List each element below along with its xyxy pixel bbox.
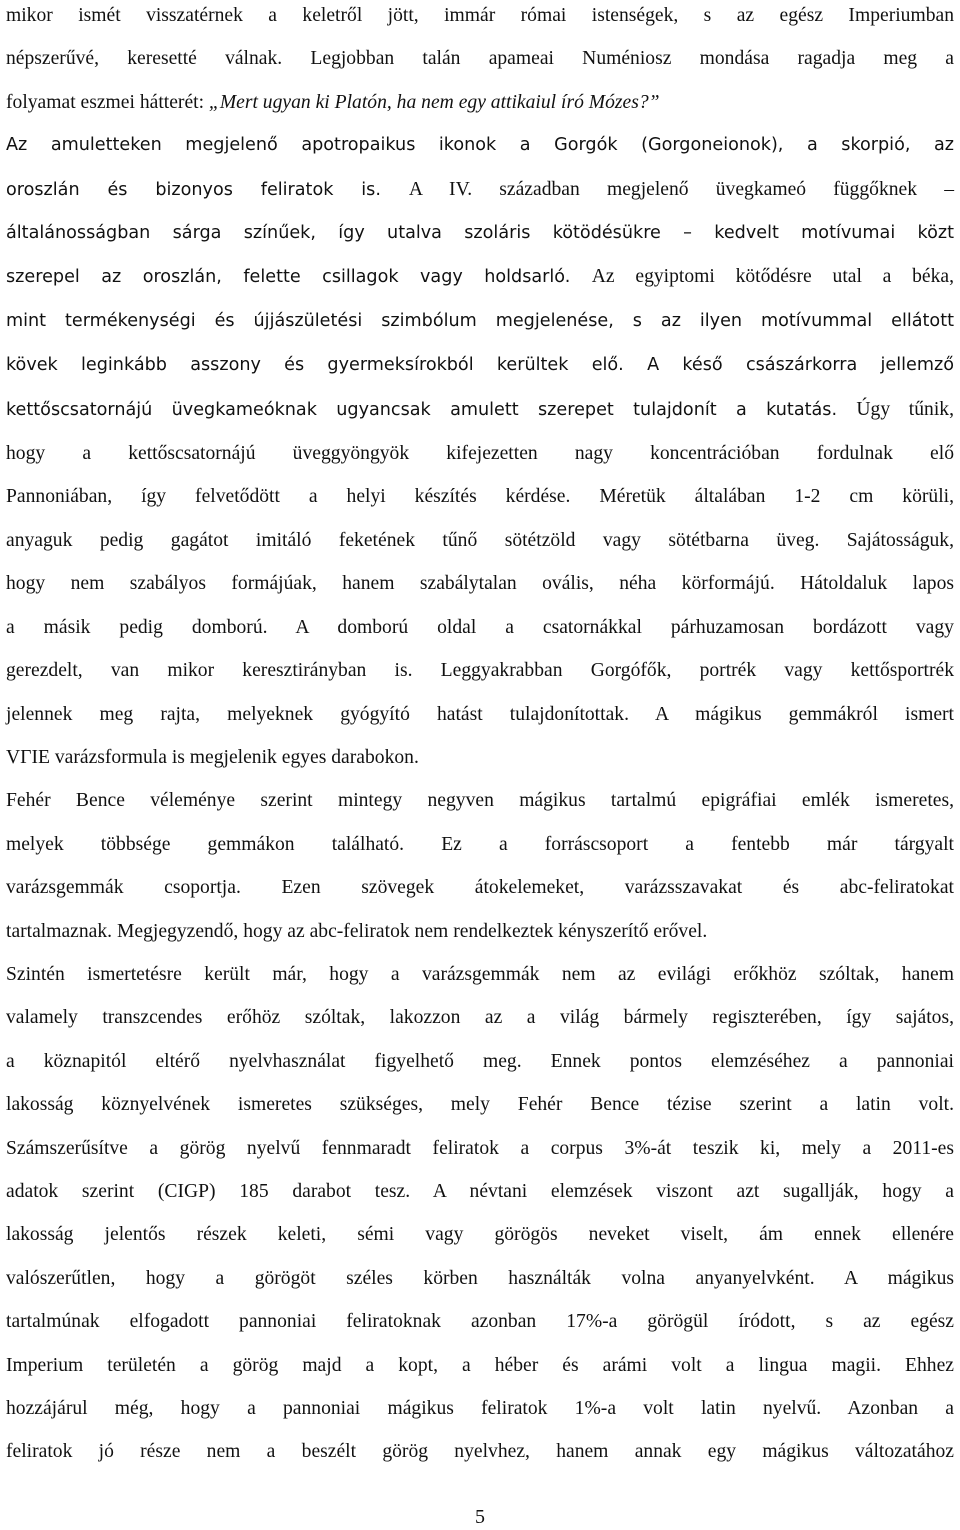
text-line: adatok szerint (CIGP) 185 darabot tesz. A névtani elemzések viszont azt sugallják, hogy a: [6, 1180, 954, 1202]
text-line: jelennek meg rajta, melyeknek gyógyító hatást tulajdonítottak. A mágikus gemmákról ismert: [6, 703, 954, 725]
text-line: kövek leginkább asszony és gyermeksírokból kerültek elő. A késő császárkorra jellemző: [6, 355, 954, 376]
text-line: hogy a kettőscsatornájú üveggyöngyök kifejezetten nagy koncentrációban fordulnak elő: [6, 443, 954, 465]
text-line: Fehér Bence véleménye szerint mintegy negyven mágikus tartalmú epigráfiai emlék ismeretes,: [6, 790, 954, 812]
text-line: anyaguk pedig gagátot imitáló feketének tűnő sötétzöld vagy sötétbarna üveg. Sajátosságuk,: [6, 529, 954, 551]
text-line: kettőscsatornájú üvegkameóknak ugyancsak amulett szerepet tulajdonít a kutatás. Úgy tűnik,: [6, 398, 954, 420]
text-line: általánosságban sárga színűek, így utalva szoláris kötödésükre – kedvelt motívumai közt: [6, 223, 954, 244]
text-line: gerezdelt, van mikor keresztirányban is. Leggyakrabban Gorgófők, portrék vagy kettősportrék: [6, 660, 954, 682]
text-line: tartalmaznak. Megjegyzendő, hogy az abc-feliratok nem rendelkeztek kényszerítő erővel.: [6, 920, 708, 942]
text-line: népszerűvé, keresetté válnak. Legjobban talán apameai Numéniosz mondása ragadja meg a: [6, 48, 954, 70]
text-line: a másik pedig domború. A domború oldal a csatornákkal párhuzamosan bordázott vagy: [6, 616, 954, 638]
page-number: 5: [475, 1506, 485, 1528]
quote-text: „Mert ugyan ki Platón, ha nem egy attikaiul író Mózes?”: [208, 91, 660, 113]
text-line: oroszlán és bizonyos feliratok is. A IV. században megjelenő üvegkameó függőknek –: [6, 178, 955, 200]
text-line: VΓIE varázsformula is megjelenik egyes darabokon.: [6, 746, 419, 768]
text-line: Számszerűsítve a görög nyelvű fennmaradt feliratok a corpus 3%-át teszik ki, mely a 2011-es: [6, 1137, 954, 1159]
text-line: Imperium területén a görög majd a kopt, a héber és arámi volt a lingua magii. Ehhez: [6, 1354, 954, 1376]
text-line: varázsgemmák csoportja. Ezen szövegek átokelemeket, varázsszavakat és abc-feliratokat: [6, 877, 954, 899]
text-line: folyamat eszmei hátterét: „Mert ugyan ki Platón, ha nem egy attikaiul író Mózes?”: [6, 91, 660, 113]
text-line: mikor ismét visszatérnek a keletről jött, immár római istenségek, s az egész Imperiumban: [6, 5, 954, 26]
text-line: a köznapitól eltérő nyelvhasználat figyelhető meg. Ennek pontos elemzéséhez a pannoniai: [6, 1050, 954, 1072]
body-text: [6, 0, 954, 1474]
text-line: melyek többsége gemmákon található. Ez a forráscsoport a fentebb már tárgyalt: [6, 833, 954, 855]
text-line: Szintén ismertetésre került már, hogy a varázsgemmák nem az evilági erőkhöz szóltak, hanem: [6, 963, 954, 985]
text-line: valószerűtlen, hogy a görögöt széles körben használták volna anyanyelvként. A mágikus: [6, 1267, 954, 1289]
text-line: valamely transzcendes erőhöz szóltak, lakozzon az a világ bármely regiszterében, így sajátos,: [6, 1007, 954, 1029]
text-line: lakosság köznyelvének ismeretes szükséges, mely Fehér Bence tézise szerint a latin volt.: [6, 1094, 954, 1116]
text-line: szerepel az oroszlán, felette csillagok vagy holdsarló. Az egyiptomi kötődésre utal a béka,: [6, 266, 954, 288]
text-line: hozzájárul még, hogy a pannoniai mágikus feliratok 1%-a volt latin nyelvű. Azonban a: [6, 1398, 955, 1419]
text-line: hogy nem szabályos formájúak, hanem szabálytalan ovális, néha körformájú. Hátoldaluk lapos: [6, 573, 954, 595]
text-line: lakosság jelentős részek keleti, sémi vagy görögös neveket viselt, ám ennek ellenére: [6, 1224, 954, 1246]
text-line: Az amuletteken megjelenő apotropaikus ikonok a Gorgók (Gorgoneionok), a skorpió, az: [6, 135, 954, 156]
text-line: feliratok jó része nem a beszélt görög nyelvhez, hanem annak egy mágikus változatához: [6, 1441, 954, 1463]
text-line: mint termékenységi és újjászületési szimbólum megjelenése, s az ilyen motívummal ellátott: [6, 310, 954, 331]
text-line: tartalmúnak elfogadott pannoniai feliratoknak azonban 17%-a görögül íródott, s az egész: [6, 1311, 954, 1333]
text-line: Pannoniában, így felvetődött a helyi készítés kérdése. Méretük általában 1-2 cm körüli,: [6, 486, 954, 508]
